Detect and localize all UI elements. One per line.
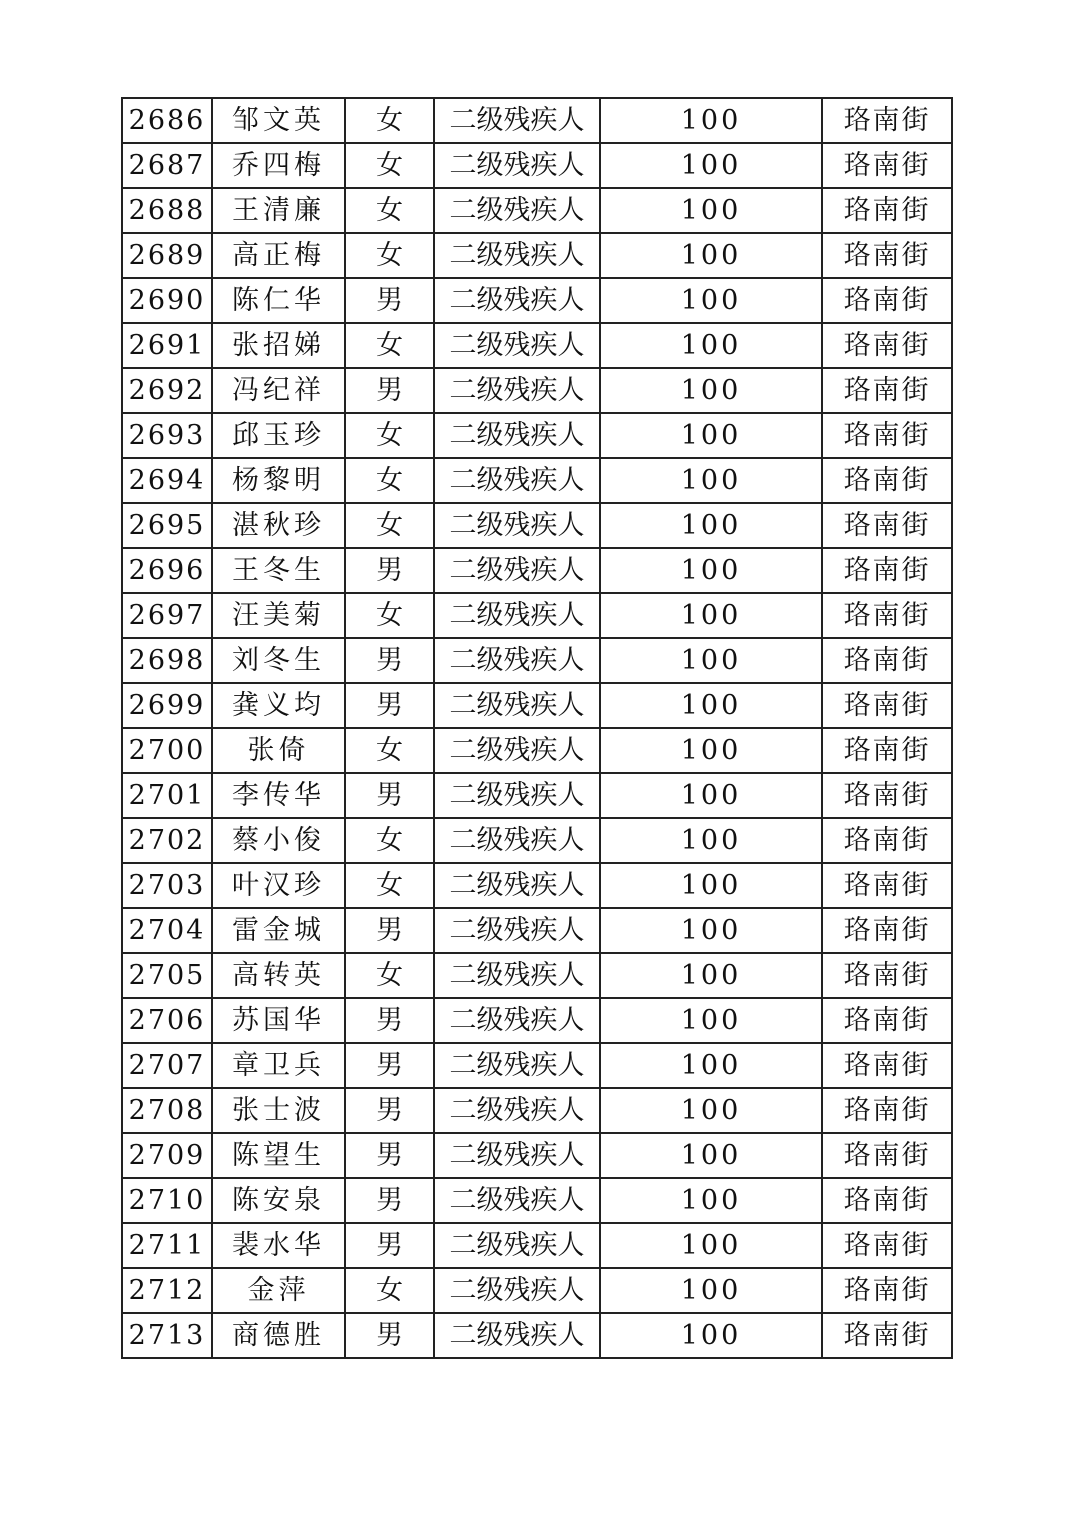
name-cell: 商德胜 <box>212 1313 345 1358</box>
amount-cell: 100 <box>600 953 822 998</box>
street-cell: 珞南街 <box>822 593 952 638</box>
serial-number-cell: 2710 <box>122 1178 212 1223</box>
street-cell: 珞南街 <box>822 548 952 593</box>
amount-cell: 100 <box>600 1313 822 1358</box>
table-row <box>122 143 952 188</box>
serial-number-cell: 2699 <box>122 683 212 728</box>
amount-cell: 100 <box>600 368 822 413</box>
category-cell: 二级残疾人 <box>434 728 600 773</box>
serial-number-cell: 2709 <box>122 1133 212 1178</box>
gender-cell: 男 <box>345 908 434 953</box>
street-cell: 珞南街 <box>822 863 952 908</box>
amount-cell: 100 <box>600 503 822 548</box>
gender-cell: 女 <box>345 863 434 908</box>
name-cell: 金萍 <box>212 1268 345 1313</box>
table-row <box>122 368 952 413</box>
serial-number-cell: 2690 <box>122 278 212 323</box>
amount-cell: 100 <box>600 863 822 908</box>
table-row <box>122 1223 952 1268</box>
name-cell: 苏国华 <box>212 998 345 1043</box>
name-cell: 陈安泉 <box>212 1178 345 1223</box>
amount-cell: 100 <box>600 1088 822 1133</box>
gender-cell: 男 <box>345 278 434 323</box>
gender-cell: 男 <box>345 1133 434 1178</box>
gender-cell: 女 <box>345 458 434 503</box>
table-row <box>122 683 952 728</box>
gender-cell: 男 <box>345 1043 434 1088</box>
serial-number-cell: 2692 <box>122 368 212 413</box>
category-cell: 二级残疾人 <box>434 1133 600 1178</box>
street-cell: 珞南街 <box>822 188 952 233</box>
category-cell: 二级残疾人 <box>434 953 600 998</box>
amount-cell: 100 <box>600 548 822 593</box>
serial-number-cell: 2697 <box>122 593 212 638</box>
serial-number-cell: 2695 <box>122 503 212 548</box>
street-cell: 珞南街 <box>822 98 952 143</box>
serial-number-cell: 2686 <box>122 98 212 143</box>
street-cell: 珞南街 <box>822 1088 952 1133</box>
serial-number-cell: 2705 <box>122 953 212 998</box>
amount-cell: 100 <box>600 638 822 683</box>
amount-cell: 100 <box>600 413 822 458</box>
table-row <box>122 1178 952 1223</box>
amount-cell: 100 <box>600 1133 822 1178</box>
category-cell: 二级残疾人 <box>434 818 600 863</box>
name-cell: 陈望生 <box>212 1133 345 1178</box>
name-cell: 张倚 <box>212 728 345 773</box>
amount-cell: 100 <box>600 1268 822 1313</box>
name-cell: 张士波 <box>212 1088 345 1133</box>
serial-number-cell: 2712 <box>122 1268 212 1313</box>
amount-cell: 100 <box>600 728 822 773</box>
table-row <box>122 503 952 548</box>
name-cell: 李传华 <box>212 773 345 818</box>
name-cell: 陈仁华 <box>212 278 345 323</box>
gender-cell: 男 <box>345 773 434 818</box>
gender-cell: 男 <box>345 1088 434 1133</box>
amount-cell: 100 <box>600 773 822 818</box>
street-cell: 珞南街 <box>822 323 952 368</box>
name-cell: 邱玉珍 <box>212 413 345 458</box>
category-cell: 二级残疾人 <box>434 368 600 413</box>
table-row <box>122 1313 952 1358</box>
street-cell: 珞南街 <box>822 503 952 548</box>
table-row <box>122 233 952 278</box>
name-cell: 邹文英 <box>212 98 345 143</box>
category-cell: 二级残疾人 <box>434 413 600 458</box>
table-row <box>122 1133 952 1178</box>
amount-cell: 100 <box>600 98 822 143</box>
category-cell: 二级残疾人 <box>434 548 600 593</box>
serial-number-cell: 2696 <box>122 548 212 593</box>
name-cell: 雷金城 <box>212 908 345 953</box>
street-cell: 珞南街 <box>822 1223 952 1268</box>
street-cell: 珞南街 <box>822 683 952 728</box>
category-cell: 二级残疾人 <box>434 233 600 278</box>
amount-cell: 100 <box>600 1223 822 1268</box>
category-cell: 二级残疾人 <box>434 1313 600 1358</box>
name-cell: 杨黎明 <box>212 458 345 503</box>
category-cell: 二级残疾人 <box>434 458 600 503</box>
table-row <box>122 863 952 908</box>
serial-number-cell: 2713 <box>122 1313 212 1358</box>
category-cell: 二级残疾人 <box>434 143 600 188</box>
name-cell: 蔡小俊 <box>212 818 345 863</box>
category-cell: 二级残疾人 <box>434 1268 600 1313</box>
category-cell: 二级残疾人 <box>434 593 600 638</box>
category-cell: 二级残疾人 <box>434 683 600 728</box>
table-row <box>122 458 952 503</box>
gender-cell: 男 <box>345 548 434 593</box>
gender-cell: 男 <box>345 998 434 1043</box>
table-row <box>122 278 952 323</box>
gender-cell: 女 <box>345 503 434 548</box>
category-cell: 二级残疾人 <box>434 1043 600 1088</box>
name-cell: 章卫兵 <box>212 1043 345 1088</box>
table-row <box>122 1043 952 1088</box>
category-cell: 二级残疾人 <box>434 188 600 233</box>
table-row <box>122 818 952 863</box>
serial-number-cell: 2688 <box>122 188 212 233</box>
serial-number-cell: 2694 <box>122 458 212 503</box>
table-row <box>122 548 952 593</box>
street-cell: 珞南街 <box>822 458 952 503</box>
gender-cell: 女 <box>345 728 434 773</box>
amount-cell: 100 <box>600 458 822 503</box>
name-cell: 冯纪祥 <box>212 368 345 413</box>
gender-cell: 女 <box>345 953 434 998</box>
table-row <box>122 728 952 773</box>
amount-cell: 100 <box>600 683 822 728</box>
gender-cell: 男 <box>345 368 434 413</box>
amount-cell: 100 <box>600 593 822 638</box>
street-cell: 珞南街 <box>822 233 952 278</box>
category-cell: 二级残疾人 <box>434 1178 600 1223</box>
serial-number-cell: 2704 <box>122 908 212 953</box>
category-cell: 二级残疾人 <box>434 863 600 908</box>
serial-number-cell: 2707 <box>122 1043 212 1088</box>
category-cell: 二级残疾人 <box>434 773 600 818</box>
gender-cell: 女 <box>345 188 434 233</box>
street-cell: 珞南街 <box>822 953 952 998</box>
gender-cell: 女 <box>345 323 434 368</box>
amount-cell: 100 <box>600 323 822 368</box>
name-cell: 高转英 <box>212 953 345 998</box>
amount-cell: 100 <box>600 278 822 323</box>
table-row <box>122 1088 952 1133</box>
name-cell: 湛秋珍 <box>212 503 345 548</box>
serial-number-cell: 2702 <box>122 818 212 863</box>
serial-number-cell: 2711 <box>122 1223 212 1268</box>
category-cell: 二级残疾人 <box>434 323 600 368</box>
street-cell: 珞南街 <box>822 818 952 863</box>
gender-cell: 男 <box>345 1313 434 1358</box>
table-row <box>122 413 952 458</box>
table-row <box>122 953 952 998</box>
street-cell: 珞南街 <box>822 413 952 458</box>
amount-cell: 100 <box>600 1178 822 1223</box>
table-row <box>122 593 952 638</box>
name-cell: 叶汉珍 <box>212 863 345 908</box>
gender-cell: 男 <box>345 1178 434 1223</box>
amount-cell: 100 <box>600 188 822 233</box>
gender-cell: 女 <box>345 818 434 863</box>
street-cell: 珞南街 <box>822 998 952 1043</box>
category-cell: 二级残疾人 <box>434 998 600 1043</box>
name-cell: 裴水华 <box>212 1223 345 1268</box>
serial-number-cell: 2708 <box>122 1088 212 1133</box>
street-cell: 珞南街 <box>822 1043 952 1088</box>
street-cell: 珞南街 <box>822 368 952 413</box>
amount-cell: 100 <box>600 998 822 1043</box>
serial-number-cell: 2706 <box>122 998 212 1043</box>
street-cell: 珞南街 <box>822 1178 952 1223</box>
street-cell: 珞南街 <box>822 638 952 683</box>
street-cell: 珞南街 <box>822 773 952 818</box>
serial-number-cell: 2693 <box>122 413 212 458</box>
gender-cell: 女 <box>345 233 434 278</box>
category-cell: 二级残疾人 <box>434 1223 600 1268</box>
name-cell: 王冬生 <box>212 548 345 593</box>
name-cell: 王清廉 <box>212 188 345 233</box>
table-row <box>122 638 952 683</box>
gender-cell: 女 <box>345 143 434 188</box>
street-cell: 珞南街 <box>822 1133 952 1178</box>
serial-number-cell: 2700 <box>122 728 212 773</box>
table-row <box>122 908 952 953</box>
amount-cell: 100 <box>600 818 822 863</box>
table-row <box>122 98 952 143</box>
roster-table <box>121 97 953 1359</box>
amount-cell: 100 <box>600 143 822 188</box>
category-cell: 二级残疾人 <box>434 638 600 683</box>
category-cell: 二级残疾人 <box>434 503 600 548</box>
gender-cell: 女 <box>345 98 434 143</box>
amount-cell: 100 <box>600 1043 822 1088</box>
gender-cell: 女 <box>345 593 434 638</box>
gender-cell: 男 <box>345 638 434 683</box>
name-cell: 刘冬生 <box>212 638 345 683</box>
serial-number-cell: 2701 <box>122 773 212 818</box>
category-cell: 二级残疾人 <box>434 908 600 953</box>
table-row <box>122 773 952 818</box>
serial-number-cell: 2687 <box>122 143 212 188</box>
serial-number-cell: 2691 <box>122 323 212 368</box>
name-cell: 高正梅 <box>212 233 345 278</box>
street-cell: 珞南街 <box>822 728 952 773</box>
category-cell: 二级残疾人 <box>434 1088 600 1133</box>
gender-cell: 女 <box>345 1268 434 1313</box>
table-row <box>122 188 952 233</box>
amount-cell: 100 <box>600 908 822 953</box>
street-cell: 珞南街 <box>822 143 952 188</box>
table-row <box>122 998 952 1043</box>
serial-number-cell: 2689 <box>122 233 212 278</box>
street-cell: 珞南街 <box>822 908 952 953</box>
street-cell: 珞南街 <box>822 1268 952 1313</box>
street-cell: 珞南街 <box>822 1313 952 1358</box>
street-cell: 珞南街 <box>822 278 952 323</box>
gender-cell: 男 <box>345 1223 434 1268</box>
amount-cell: 100 <box>600 233 822 278</box>
table-row <box>122 1268 952 1313</box>
name-cell: 龚义均 <box>212 683 345 728</box>
name-cell: 汪美菊 <box>212 593 345 638</box>
roster-table-body <box>122 98 952 1358</box>
gender-cell: 男 <box>345 683 434 728</box>
serial-number-cell: 2698 <box>122 638 212 683</box>
table-row <box>122 323 952 368</box>
name-cell: 张招娣 <box>212 323 345 368</box>
category-cell: 二级残疾人 <box>434 278 600 323</box>
name-cell: 乔四梅 <box>212 143 345 188</box>
gender-cell: 女 <box>345 413 434 458</box>
category-cell: 二级残疾人 <box>434 98 600 143</box>
serial-number-cell: 2703 <box>122 863 212 908</box>
